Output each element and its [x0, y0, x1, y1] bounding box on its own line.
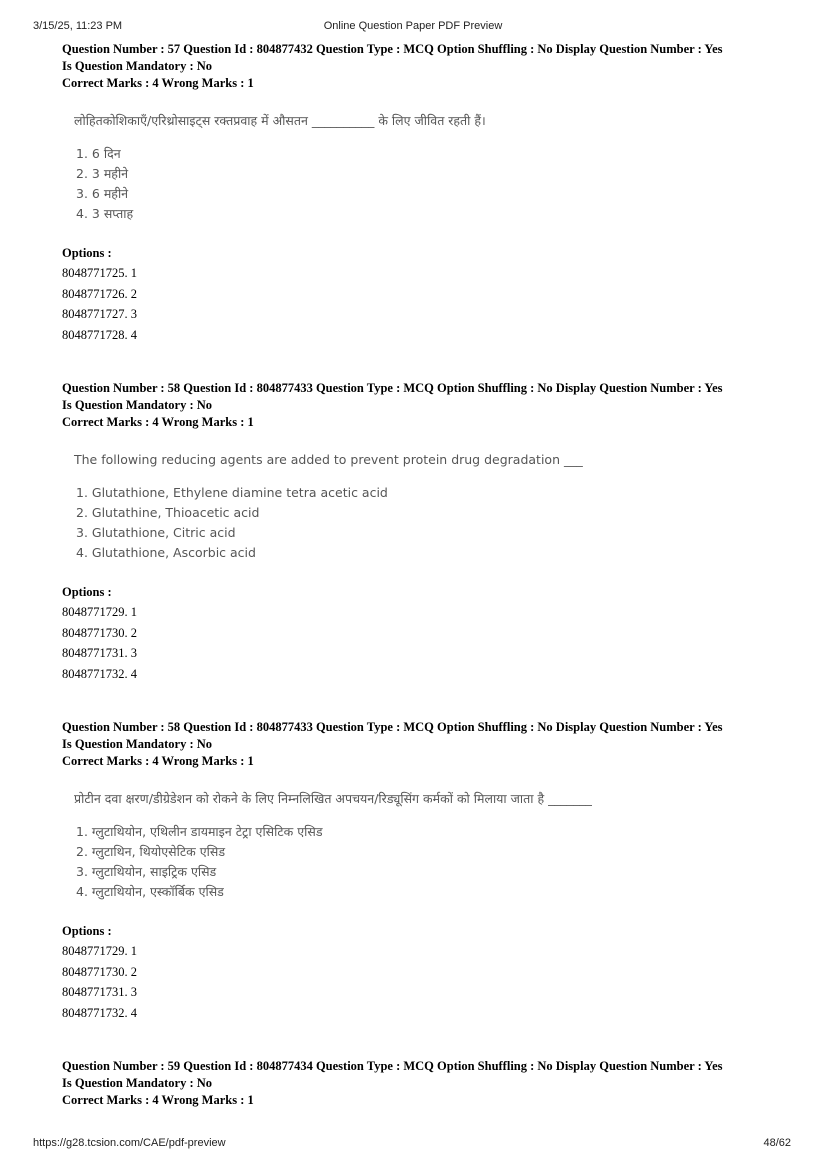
option-id: 8048771731. 3	[62, 985, 137, 999]
page-url: https://g28.tcsion.com/CAE/pdf-preview	[33, 1137, 226, 1149]
question-text: लोहितकोशिकाएँ/एरिथ्रोसाइट्स रक्तप्रवाह में औसतन __________ के लिए जीवित रहती हैं।	[74, 113, 486, 128]
question-block	[62, 41, 782, 345]
choice-item: 1. 6 दिन	[76, 146, 121, 161]
option-id: 8048771726. 2	[62, 286, 137, 301]
question-marks: Correct Marks : 4 Wrong Marks : 1	[62, 76, 254, 90]
choice-list	[76, 822, 782, 902]
question-mandatory: Is Question Mandatory : No	[62, 737, 213, 751]
question-meta: Question Number : 58 Question Id : 804877433 Question Type : MCQ Option Shuffling : No Display Question Number : Yes	[62, 720, 723, 734]
question-block	[62, 719, 782, 1023]
question-image	[74, 451, 782, 563]
question-image	[74, 790, 782, 902]
choice-item: 4. ग्लुटाथियोन, एस्कॉर्बिक एसिड	[76, 884, 224, 899]
option-id: 8048771728. 4	[62, 327, 137, 342]
question-image	[74, 112, 782, 224]
choice-item: 2. Glutathine, Thioacetic acid	[76, 505, 260, 520]
choice-list	[76, 144, 782, 224]
choice-item: 1. ग्लुटाथियोन, एथिलीन डायमाइन टेट्रा एसिटिक एसिड	[76, 824, 323, 839]
question-marks: Correct Marks : 4 Wrong Marks : 1	[62, 415, 254, 429]
choice-item: 2. 3 महीने	[76, 166, 129, 181]
question-text: प्रोटीन दवा क्षरण/डीग्रेडेशन को रोकने के लिए निम्नलिखित अपचयन/रिड्यूसिंग कर्मकों को मिलाया जाता है _______	[74, 791, 592, 806]
choice-item: 3. Glutathione, Citric acid	[76, 525, 236, 540]
question-mandatory: Is Question Mandatory : No	[62, 1076, 213, 1090]
question-block	[62, 1058, 782, 1109]
question-meta: Question Number : 57 Question Id : 804877432 Question Type : MCQ Option Shuffling : No Display Question Number : Yes	[62, 42, 723, 56]
question-meta: Question Number : 58 Question Id : 804877433 Question Type : MCQ Option Shuffling : No Display Question Number : Yes	[62, 381, 723, 395]
choice-item: 3. 6 महीने	[76, 186, 129, 201]
choice-item: 1. Glutathione, Ethylene diamine tetra acetic acid	[76, 485, 388, 500]
choice-item: 2. ग्लुटाथिन, थियोएसेटिक एसिड	[76, 844, 226, 859]
option-id: 8048771732. 4	[62, 1005, 137, 1020]
option-id: 8048771727. 3	[62, 307, 137, 321]
options-label: Options :	[62, 585, 112, 599]
choice-list	[76, 483, 782, 563]
options-label: Options :	[62, 246, 112, 260]
question-block	[62, 380, 782, 684]
question-marks: Correct Marks : 4 Wrong Marks : 1	[62, 1093, 254, 1107]
choice-item: 4. Glutathione, Ascorbic acid	[76, 545, 256, 560]
print-datetime: 3/15/25, 11:23 PM	[33, 20, 123, 32]
question-marks: Correct Marks : 4 Wrong Marks : 1	[62, 754, 254, 768]
option-id: 8048771730. 2	[62, 964, 137, 979]
question-text: The following reducing agents are added to prevent protein drug degradation ___	[74, 452, 583, 467]
question-meta: Question Number : 59 Question Id : 804877434 Question Type : MCQ Option Shuffling : No Display Question Number : Yes	[62, 1059, 723, 1073]
choice-item: 4. 3 सप्ताह	[76, 206, 134, 221]
page-number: 48/62	[763, 1137, 791, 1149]
option-id: 8048771730. 2	[62, 625, 137, 640]
option-id: 8048771731. 3	[62, 646, 137, 660]
option-id: 8048771729. 1	[62, 944, 137, 958]
option-id: 8048771732. 4	[62, 666, 137, 681]
option-id: 8048771725. 1	[62, 266, 137, 280]
page-title: Online Question Paper PDF Preview	[323, 20, 503, 32]
options-label: Options :	[62, 924, 112, 938]
choice-item: 3. ग्लुटाथियोन, साइट्रिक एसिड	[76, 864, 217, 879]
question-mandatory: Is Question Mandatory : No	[62, 59, 213, 73]
option-id: 8048771729. 1	[62, 605, 137, 619]
question-mandatory: Is Question Mandatory : No	[62, 398, 213, 412]
